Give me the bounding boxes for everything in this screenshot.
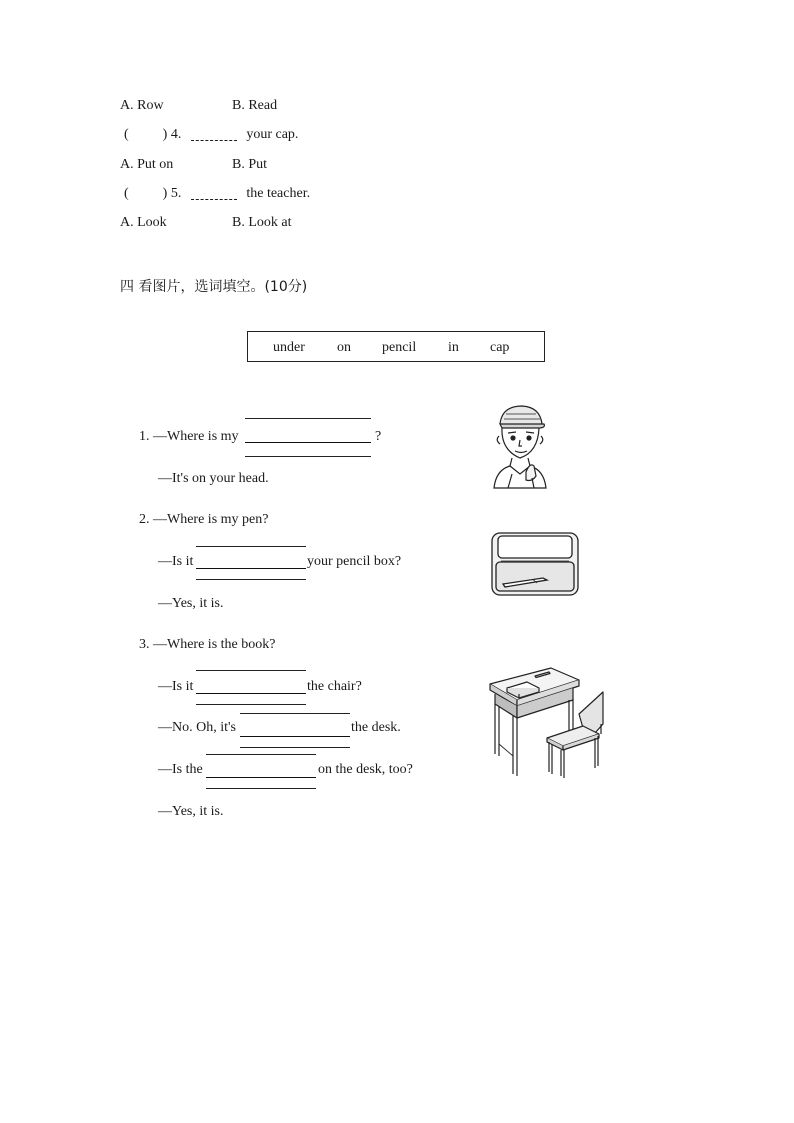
desk-chair-icon — [487, 664, 607, 778]
item2-question: 2. —Where is my pen? — [139, 512, 269, 527]
answer-line-blank[interactable] — [196, 546, 306, 580]
answer-paren-close: ) — [162, 186, 168, 201]
item3-line2-suffix: the desk. — [351, 720, 401, 735]
word-bank-item: pencil — [382, 340, 417, 355]
word-bank-item: on — [337, 340, 351, 355]
q5-option-a: A. Look — [120, 215, 167, 230]
q3-option-b: B. Read — [232, 98, 278, 113]
answer-paren-open: ( — [124, 186, 129, 201]
q5-row — [124, 186, 310, 202]
pencil-box-icon — [491, 532, 579, 596]
section-title: 四 看图片，选词填空。(10分) — [120, 279, 308, 295]
item3-question: 3. —Where is the book? — [139, 637, 276, 652]
question-text: the teacher. — [246, 186, 311, 201]
q3-option-a: A. Row — [120, 98, 164, 113]
answer-paren-close: ) — [162, 127, 168, 142]
answer-line-blank[interactable] — [245, 418, 371, 458]
item1-question-prefix: 1. —Where is my — [139, 429, 239, 444]
q4-option-b: B. Put — [232, 157, 268, 172]
question-number: 4. — [170, 127, 182, 142]
answer-line-blank[interactable] — [240, 713, 350, 748]
word-bank — [247, 331, 545, 362]
item2-reply: —Yes, it is. — [158, 596, 224, 611]
item1-question-suffix: ? — [375, 429, 382, 444]
item3-line3-prefix: —Is the — [158, 762, 203, 777]
boy-cap-icon — [490, 402, 550, 492]
answer-paren-open: ( — [124, 127, 129, 142]
item3-line2-prefix: —No. Oh, it's — [158, 720, 236, 735]
item3-line1-suffix: the chair? — [307, 679, 362, 694]
word-bank-item: under — [273, 340, 305, 355]
question-text: your cap. — [246, 127, 299, 142]
item2-answer-prefix: —Is it — [158, 554, 194, 569]
q4-option-a: A. Put on — [120, 157, 174, 172]
word-bank-item: cap — [490, 340, 510, 355]
item2-answer-suffix: your pencil box? — [307, 554, 402, 569]
item3-line3-suffix: on the desk, too? — [318, 762, 413, 777]
answer-line-blank[interactable] — [196, 670, 306, 705]
question-number: 5. — [170, 186, 182, 201]
word-bank-item: in — [448, 340, 459, 355]
item1-answer: —It's on your head. — [158, 471, 269, 486]
item3-reply: —Yes, it is. — [158, 804, 224, 819]
q4-row — [124, 127, 298, 143]
q5-option-b: B. Look at — [232, 215, 292, 230]
answer-line-blank[interactable] — [206, 754, 316, 789]
item3-line1-prefix: —Is it — [158, 679, 194, 694]
